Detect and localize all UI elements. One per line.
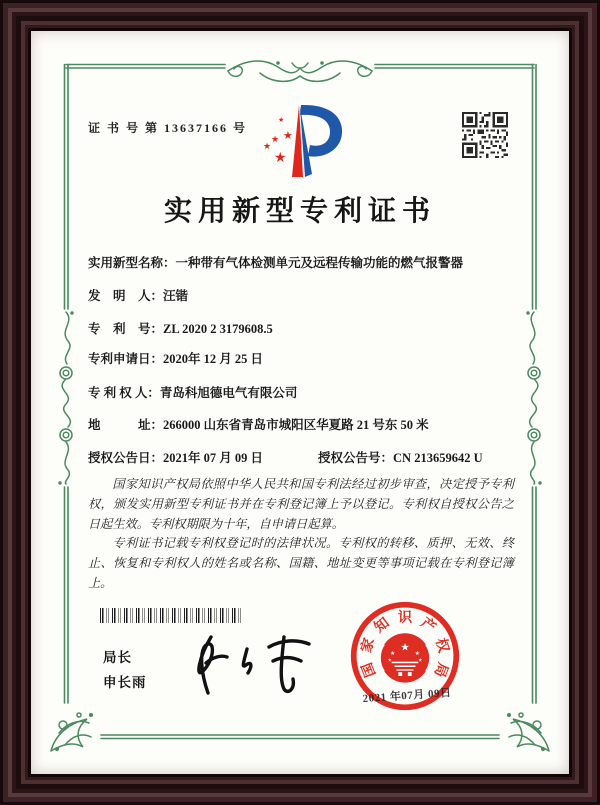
director-name: 申长雨 <box>103 675 147 690</box>
qr-modules <box>462 112 508 158</box>
certificate-paper <box>31 31 569 774</box>
svg-text:产: 产 <box>417 614 439 637</box>
svg-text:★: ★ <box>390 651 396 658</box>
field-patent-number <box>88 319 273 337</box>
logo-red-shape <box>263 105 303 177</box>
field-filing-date <box>88 349 263 367</box>
field-label: 授权公告日： <box>88 451 164 465</box>
svg-text:★: ★ <box>387 658 392 664</box>
svg-text:★: ★ <box>274 150 287 166</box>
field-address <box>88 415 429 433</box>
svg-text:知: 知 <box>371 614 393 637</box>
left-flourish-ornament <box>60 312 72 484</box>
field-value: 2021年 07 月 09 日 <box>163 451 264 465</box>
field-value: ZL 2020 2 3179608.5 <box>163 322 273 336</box>
barcode <box>100 608 241 623</box>
svg-text:★: ★ <box>400 641 410 654</box>
field-utility-model-name <box>88 253 463 271</box>
certificate-number: 证 书 号 第 13637166 号 <box>88 121 248 135</box>
field-inventor <box>88 286 188 304</box>
bottom-right-floral-ornament <box>509 713 549 751</box>
field-value: 汪锴 <box>163 289 189 303</box>
field-value: CN 213659642 U <box>393 451 483 465</box>
field-label: 专利申请日： <box>88 352 164 366</box>
svg-text:★: ★ <box>418 658 423 664</box>
cnipa-patent-logo-icon <box>261 101 347 183</box>
seal-date: 2021 年07月 09日 <box>362 686 452 706</box>
field-label: 地 址： <box>88 418 164 432</box>
bottom-left-floral-ornament <box>51 713 91 751</box>
svg-text:家: 家 <box>358 636 378 655</box>
director-title: 局长 <box>103 650 132 665</box>
legal-paragraph-1: 国家知识产权局依照中华人民共和国专利法经过初步审查，决定授予专利权，颁发实用新型专利证书并在专利登记簿上予以登记。专利权自授权公告之日起生效。专利权期限为十年，自申请日起算。 <box>88 477 514 531</box>
qr-code <box>462 111 508 159</box>
field-patentee <box>88 383 297 401</box>
field-grant-number <box>318 448 483 466</box>
field-grant-date <box>88 451 263 465</box>
svg-text:★: ★ <box>278 116 285 124</box>
svg-text:★: ★ <box>263 142 272 152</box>
field-value: 青岛科旭德电气有限公司 <box>159 386 298 400</box>
field-label: 授权公告号： <box>318 451 394 465</box>
director-signature-icon <box>181 623 321 707</box>
svg-text:局: 局 <box>430 660 451 680</box>
logo-blue-shape <box>300 105 342 177</box>
legal-paragraph-2: 专利证书记载专利权登记时的法律状况。专利权的转移、质押、无效、终止、恢复和专利权人的姓名或名称、国籍、地址变更等事项记载在专利登记簿上。 <box>88 536 514 590</box>
top-flourish-ornament <box>228 61 372 81</box>
field-label: 发 明 人： <box>88 289 164 303</box>
svg-text:权: 权 <box>432 636 452 655</box>
field-value: 266000 山东省青岛市城阳区华夏路 21 号东 50 米 <box>163 418 429 432</box>
field-label: 专 利 权 人： <box>88 386 160 400</box>
right-flourish-ornament <box>528 312 540 484</box>
field-grant-row <box>88 448 518 466</box>
svg-text:★: ★ <box>414 651 420 658</box>
svg-text:★: ★ <box>271 135 280 145</box>
svg-text:★: ★ <box>283 129 293 142</box>
field-label: 实用新型名称： <box>88 256 176 270</box>
field-value: 一种带有气体检测单元及远程传输功能的燃气报警器 <box>175 256 464 270</box>
svg-text:识: 识 <box>397 609 413 626</box>
legal-text-block <box>88 475 514 594</box>
svg-text:国: 国 <box>359 660 380 680</box>
field-value: 2020年 12 月 25 日 <box>163 352 264 366</box>
field-label: 专 利 号： <box>88 322 164 336</box>
certificate-title: 实用新型专利证书 <box>163 196 436 227</box>
